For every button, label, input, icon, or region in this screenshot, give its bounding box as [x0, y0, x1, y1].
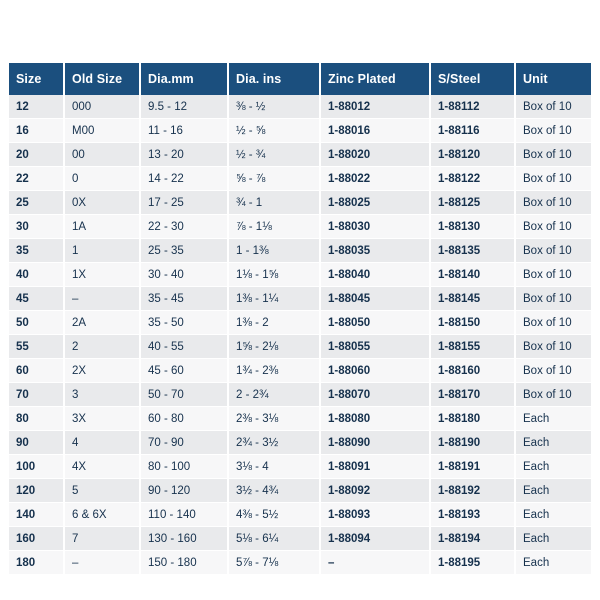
- cell-size: 30: [9, 215, 64, 239]
- column-header-unit: Unit: [515, 63, 591, 95]
- table-body: [9, 95, 591, 575]
- cell-zinc: 1-88020: [320, 143, 430, 167]
- cell-old_size: 0: [64, 167, 140, 191]
- cell-size: 16: [9, 119, 64, 143]
- cell-dia_mm: 14 - 22: [140, 167, 228, 191]
- cell-dia_mm: 11 - 16: [140, 119, 228, 143]
- cell-old_size: 3: [64, 383, 140, 407]
- cell-old_size: 7: [64, 527, 140, 551]
- cell-old_size: –: [64, 551, 140, 575]
- cell-dia_ins: ⅞ - 1⅛: [228, 215, 320, 239]
- cell-dia_ins: 1¾ - 2⅜: [228, 359, 320, 383]
- cell-dia_ins: 2 - 2¾: [228, 383, 320, 407]
- cell-unit: Box of 10: [515, 143, 591, 167]
- cell-size: 22: [9, 167, 64, 191]
- cell-dia_mm: 40 - 55: [140, 335, 228, 359]
- cell-unit: Box of 10: [515, 263, 591, 287]
- cell-dia_ins: ⅝ - ⅞: [228, 167, 320, 191]
- cell-size: 70: [9, 383, 64, 407]
- cell-old_size: 6 & 6X: [64, 503, 140, 527]
- cell-ssteel: 1-88112: [430, 95, 515, 119]
- cell-old_size: 1X: [64, 263, 140, 287]
- table-row: [9, 143, 591, 167]
- cell-old_size: 000: [64, 95, 140, 119]
- cell-dia_mm: 13 - 20: [140, 143, 228, 167]
- cell-unit: Each: [515, 551, 591, 575]
- cell-ssteel: 1-88191: [430, 455, 515, 479]
- cell-ssteel: 1-88116: [430, 119, 515, 143]
- cell-zinc: 1-88035: [320, 239, 430, 263]
- cell-old_size: 2A: [64, 311, 140, 335]
- cell-old_size: –: [64, 287, 140, 311]
- cell-dia_ins: 3⅛ - 4: [228, 455, 320, 479]
- table-row: [9, 407, 591, 431]
- table-row: [9, 263, 591, 287]
- cell-dia_ins: ⅜ - ½: [228, 95, 320, 119]
- cell-dia_mm: 35 - 45: [140, 287, 228, 311]
- cell-size: 55: [9, 335, 64, 359]
- cell-unit: Box of 10: [515, 167, 591, 191]
- cell-dia_ins: 2¾ - 3½: [228, 431, 320, 455]
- table-row: [9, 95, 591, 119]
- cell-zinc: 1-88025: [320, 191, 430, 215]
- cell-size: 180: [9, 551, 64, 575]
- cell-ssteel: 1-88150: [430, 311, 515, 335]
- table-row: [9, 311, 591, 335]
- cell-old_size: 4: [64, 431, 140, 455]
- cell-zinc: 1-88040: [320, 263, 430, 287]
- column-header-dia-mm: Dia.mm: [140, 63, 228, 95]
- cell-size: 60: [9, 359, 64, 383]
- cell-size: 140: [9, 503, 64, 527]
- cell-size: 100: [9, 455, 64, 479]
- cell-ssteel: 1-88125: [430, 191, 515, 215]
- cell-unit: Box of 10: [515, 383, 591, 407]
- cell-dia_mm: 35 - 50: [140, 311, 228, 335]
- column-header-zinc-plated: Zinc Plated: [320, 63, 430, 95]
- cell-unit: Each: [515, 503, 591, 527]
- cell-size: 25: [9, 191, 64, 215]
- table-row: [9, 383, 591, 407]
- cell-zinc: 1-88080: [320, 407, 430, 431]
- cell-unit: Each: [515, 407, 591, 431]
- table-row: [9, 503, 591, 527]
- cell-zinc: 1-88092: [320, 479, 430, 503]
- column-header-ssteel: S/Steel: [430, 63, 515, 95]
- cell-dia_mm: 22 - 30: [140, 215, 228, 239]
- cell-unit: Each: [515, 455, 591, 479]
- cell-zinc: 1-88030: [320, 215, 430, 239]
- cell-ssteel: 1-88140: [430, 263, 515, 287]
- cell-ssteel: 1-88135: [430, 239, 515, 263]
- cell-old_size: 0X: [64, 191, 140, 215]
- cell-old_size: M00: [64, 119, 140, 143]
- table-row: [9, 239, 591, 263]
- cell-dia_mm: 110 - 140: [140, 503, 228, 527]
- table-row: [9, 119, 591, 143]
- cell-unit: Box of 10: [515, 191, 591, 215]
- cell-unit: Box of 10: [515, 335, 591, 359]
- table-row: [9, 335, 591, 359]
- cell-ssteel: 1-88120: [430, 143, 515, 167]
- cell-old_size: 5: [64, 479, 140, 503]
- cell-unit: Box of 10: [515, 119, 591, 143]
- cell-size: 45: [9, 287, 64, 311]
- cell-dia_mm: 30 - 40: [140, 263, 228, 287]
- column-header-dia-ins: Dia. ins: [228, 63, 320, 95]
- cell-old_size: 1: [64, 239, 140, 263]
- cell-old_size: 4X: [64, 455, 140, 479]
- table-row: [9, 215, 591, 239]
- cell-unit: Box of 10: [515, 215, 591, 239]
- cell-dia_ins: 1⅝ - 2⅛: [228, 335, 320, 359]
- cell-dia_ins: 2⅜ - 3⅛: [228, 407, 320, 431]
- cell-size: 160: [9, 527, 64, 551]
- cell-size: 35: [9, 239, 64, 263]
- cell-unit: Box of 10: [515, 239, 591, 263]
- cell-ssteel: 1-88155: [430, 335, 515, 359]
- hose-clip-size-table: [9, 63, 591, 575]
- cell-ssteel: 1-88193: [430, 503, 515, 527]
- cell-dia_mm: 90 - 120: [140, 479, 228, 503]
- cell-zinc: 1-88094: [320, 527, 430, 551]
- column-header-old-size: Old Size: [64, 63, 140, 95]
- cell-dia_mm: 60 - 80: [140, 407, 228, 431]
- cell-dia_ins: ½ - ¾: [228, 143, 320, 167]
- cell-ssteel: 1-88122: [430, 167, 515, 191]
- cell-old_size: 00: [64, 143, 140, 167]
- table-row: [9, 455, 591, 479]
- cell-ssteel: 1-88145: [430, 287, 515, 311]
- cell-old_size: 3X: [64, 407, 140, 431]
- cell-dia_mm: 80 - 100: [140, 455, 228, 479]
- cell-size: 90: [9, 431, 64, 455]
- cell-size: 40: [9, 263, 64, 287]
- cell-dia_ins: 1 - 1⅜: [228, 239, 320, 263]
- table-row: [9, 527, 591, 551]
- cell-dia_mm: 70 - 90: [140, 431, 228, 455]
- cell-dia_ins: 5⅞ - 7⅛: [228, 551, 320, 575]
- cell-ssteel: 1-88160: [430, 359, 515, 383]
- cell-size: 120: [9, 479, 64, 503]
- cell-unit: Box of 10: [515, 359, 591, 383]
- cell-size: 20: [9, 143, 64, 167]
- table-row: [9, 287, 591, 311]
- cell-zinc: 1-88070: [320, 383, 430, 407]
- cell-dia_mm: 25 - 35: [140, 239, 228, 263]
- table-row: [9, 551, 591, 575]
- cell-ssteel: 1-88170: [430, 383, 515, 407]
- cell-zinc: 1-88091: [320, 455, 430, 479]
- cell-zinc: 1-88045: [320, 287, 430, 311]
- cell-old_size: 2: [64, 335, 140, 359]
- table-row: [9, 479, 591, 503]
- table-row: [9, 431, 591, 455]
- column-header-size: Size: [9, 63, 64, 95]
- cell-zinc: 1-88093: [320, 503, 430, 527]
- cell-old_size: 1A: [64, 215, 140, 239]
- cell-old_size: 2X: [64, 359, 140, 383]
- cell-ssteel: 1-88180: [430, 407, 515, 431]
- cell-dia_mm: 130 - 160: [140, 527, 228, 551]
- cell-dia_mm: 17 - 25: [140, 191, 228, 215]
- cell-ssteel: 1-88194: [430, 527, 515, 551]
- cell-dia_ins: 4⅜ - 5½: [228, 503, 320, 527]
- cell-size: 12: [9, 95, 64, 119]
- cell-dia_ins: 5⅛ - 6¼: [228, 527, 320, 551]
- cell-unit: Each: [515, 431, 591, 455]
- table-header: [9, 63, 591, 95]
- cell-size: 50: [9, 311, 64, 335]
- cell-zinc: 1-88050: [320, 311, 430, 335]
- table-row: [9, 191, 591, 215]
- cell-zinc: 1-88090: [320, 431, 430, 455]
- cell-zinc: 1-88055: [320, 335, 430, 359]
- cell-unit: Each: [515, 479, 591, 503]
- cell-ssteel: 1-88195: [430, 551, 515, 575]
- cell-dia_mm: 45 - 60: [140, 359, 228, 383]
- cell-dia_ins: 3½ - 4¾: [228, 479, 320, 503]
- table-row: [9, 167, 591, 191]
- cell-ssteel: 1-88192: [430, 479, 515, 503]
- cell-unit: Box of 10: [515, 311, 591, 335]
- table-row: [9, 359, 591, 383]
- cell-dia_ins: 1⅜ - 1¼: [228, 287, 320, 311]
- table-header-row: [9, 63, 591, 95]
- cell-zinc: –: [320, 551, 430, 575]
- cell-ssteel: 1-88190: [430, 431, 515, 455]
- cell-zinc: 1-88060: [320, 359, 430, 383]
- cell-dia_mm: 50 - 70: [140, 383, 228, 407]
- cell-dia_mm: 150 - 180: [140, 551, 228, 575]
- cell-dia_mm: 9.5 - 12: [140, 95, 228, 119]
- cell-zinc: 1-88016: [320, 119, 430, 143]
- cell-zinc: 1-88012: [320, 95, 430, 119]
- cell-dia_ins: 1⅛ - 1⅝: [228, 263, 320, 287]
- cell-unit: Box of 10: [515, 287, 591, 311]
- cell-ssteel: 1-88130: [430, 215, 515, 239]
- cell-unit: Each: [515, 527, 591, 551]
- cell-dia_ins: ½ - ⅝: [228, 119, 320, 143]
- cell-dia_ins: ¾ - 1: [228, 191, 320, 215]
- cell-size: 80: [9, 407, 64, 431]
- cell-dia_ins: 1⅜ - 2: [228, 311, 320, 335]
- cell-unit: Box of 10: [515, 95, 591, 119]
- cell-zinc: 1-88022: [320, 167, 430, 191]
